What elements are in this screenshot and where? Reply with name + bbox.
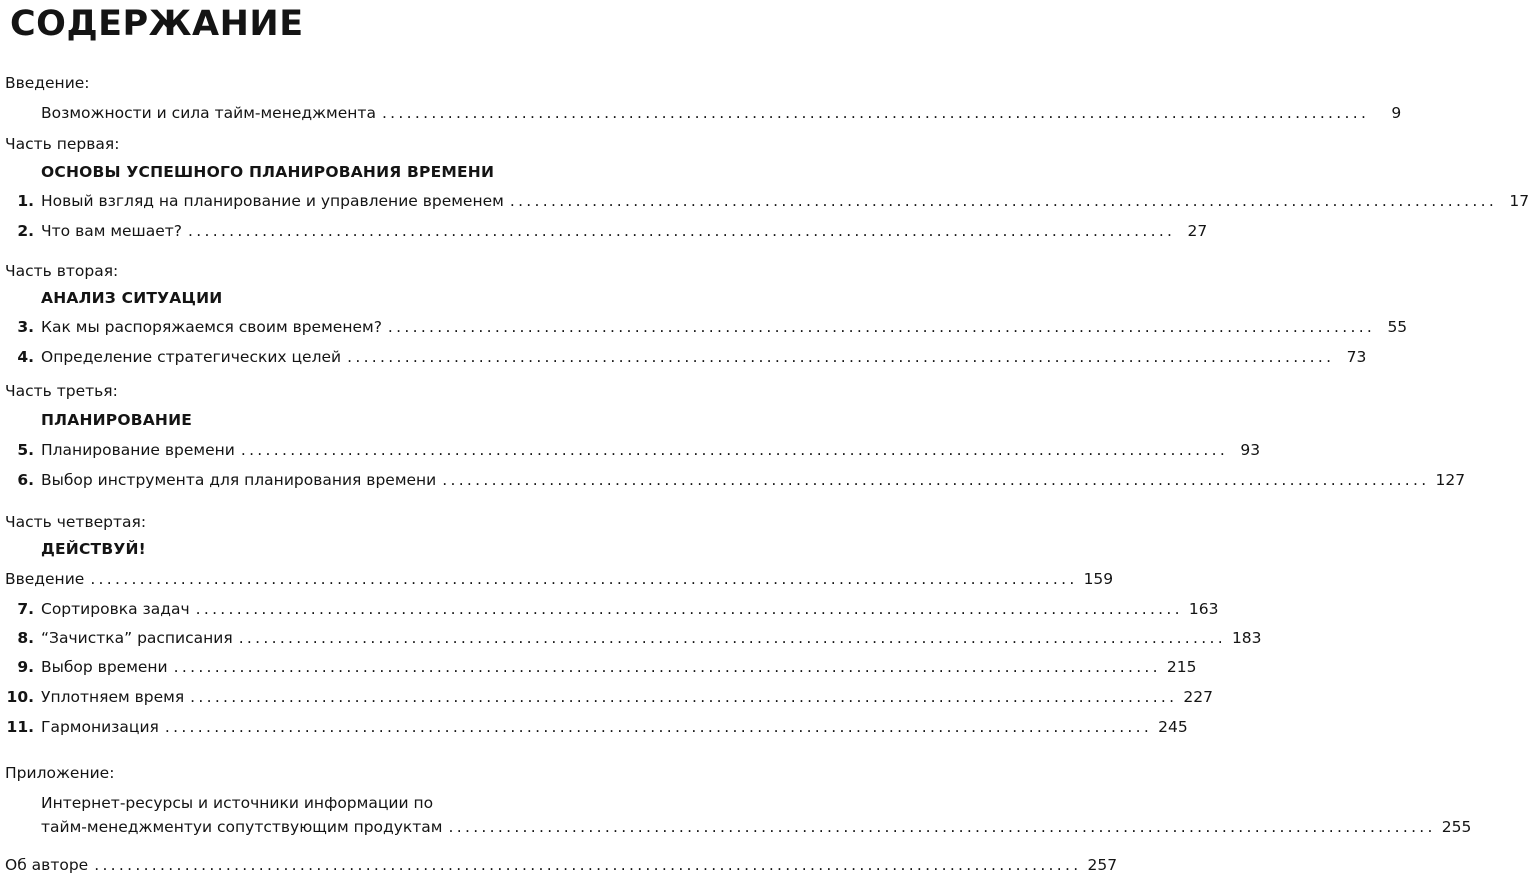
toc-entry-text: Введение [5, 570, 85, 588]
leader-dots: ........................................................................................................................ [448, 818, 1436, 836]
toc-entry-number: 5. [17, 441, 34, 459]
toc-entry-number: 8. [17, 629, 34, 647]
part3-label-row [0, 378, 596, 400]
toc-entry-10[interactable] [0, 684, 1213, 706]
toc-entry-text: Сортировка задач [41, 600, 190, 618]
toc-entry-number: 1. [17, 192, 34, 210]
toc-entry-5[interactable] [0, 437, 1261, 459]
part-label: Часть четвертая: [5, 513, 147, 531]
toc-entry-text: Выбор времени [41, 658, 168, 676]
toc-entry-text: Об авторе [5, 856, 89, 874]
toc-entry-number: 9. [17, 658, 34, 676]
toc-entry-page: 17 [1509, 192, 1529, 210]
toc-entry-7[interactable] [0, 596, 1219, 618]
toc-entry-text: Интернет-ресурсы и источники информации по [41, 794, 434, 812]
leader-dots: ........................................................................................................................ [238, 629, 1226, 647]
toc-entry-11[interactable] [0, 714, 1188, 736]
toc-entry-page: 127 [1435, 471, 1466, 489]
leader-dots: ........................................................................................................................ [387, 318, 1376, 336]
appendix-label: Приложение: [5, 764, 115, 782]
part-label: Часть третья: [5, 382, 118, 400]
toc-entry-number: 4. [17, 348, 34, 366]
toc-entry-page: 215 [1166, 658, 1197, 676]
toc-entry-text: Уплотняем время [41, 688, 185, 706]
toc-entry-text: Что вам мешает? [41, 222, 183, 240]
leader-dots: ........................................................................................................................ [347, 348, 1335, 366]
part3-heading-row [0, 407, 596, 429]
toc-entry-number: 11. [6, 718, 34, 736]
toc-entry-page: 159 [1083, 570, 1114, 588]
toc-entry-6[interactable] [0, 467, 1466, 489]
appendix-label-row [0, 760, 596, 782]
leader-dots: ........................................................................................................................ [509, 192, 1498, 210]
toc-entry-number: 2. [17, 222, 34, 240]
toc-entry-text: Гармонизация [41, 718, 159, 736]
leader-dots: ........................................................................................................................ [164, 718, 1153, 736]
toc-entry-page: 183 [1231, 629, 1262, 647]
toc-entry-text: тайм-менеджментуи сопутствующим продуктам [41, 818, 443, 836]
toc-entry-3[interactable] [0, 314, 1408, 336]
toc-entry-page: 55 [1387, 318, 1408, 336]
leader-dots: ........................................................................................................................ [240, 441, 1229, 459]
toc-entry-page: 255 [1441, 818, 1472, 836]
toc-entry-part4-intro[interactable] [0, 566, 1114, 588]
toc-entry-text: Планирование времени [41, 441, 235, 459]
toc-entry-text: Новый взгляд на планирование и управление временем [41, 192, 504, 210]
part-heading: ОСНОВЫ УСПЕШНОГО ПЛАНИРОВАНИЯ ВРЕМЕНИ [41, 163, 495, 181]
leader-dots: ........................................................................................................................ [90, 570, 1078, 588]
toc-entry-page: 163 [1188, 600, 1219, 618]
appendix-line1-row [0, 790, 596, 812]
leader-dots: ........................................................................................................................ [195, 600, 1183, 618]
toc-entry-text: Возможности и сила тайм-менеджмента [41, 104, 376, 122]
toc-entry-text: Определение стратегических целей [41, 348, 342, 366]
toc-entry-page: 9 [1391, 104, 1402, 122]
toc-entry-4[interactable] [0, 344, 1367, 366]
toc-entry-about[interactable] [0, 852, 1118, 874]
part1-heading-row [0, 159, 596, 181]
part-label: Часть первая: [5, 135, 120, 153]
toc-entry-text: Как мы распоряжаемся своим временем? [41, 318, 382, 336]
part-label: Часть вторая: [5, 262, 119, 280]
toc-entry-text: Выбор инструмента для планирования времени [41, 471, 437, 489]
part4-label-row [0, 509, 596, 531]
toc-entry-appendix[interactable] [0, 814, 1472, 836]
toc-entry-8[interactable] [0, 625, 1262, 647]
part2-heading-row [0, 285, 596, 307]
toc-entry-text: “Зачистка” расписания [41, 629, 233, 647]
part1-label-row [0, 131, 596, 153]
toc-entry-number: 3. [17, 318, 34, 336]
leader-dots: ........................................................................................................................ [94, 856, 1082, 874]
part-heading: ДЕЙСТВУЙ! [41, 540, 146, 558]
toc-entry-1[interactable] [0, 188, 1529, 210]
toc-entry-page: 73 [1346, 348, 1367, 366]
toc-entry-page: 257 [1087, 856, 1118, 874]
part-heading: АНАЛИЗ СИТУАЦИИ [41, 289, 223, 307]
part-heading: ПЛАНИРОВАНИЕ [41, 411, 193, 429]
leader-dots: ........................................................................................................................ [381, 104, 1370, 122]
toc-entry-9[interactable] [0, 654, 1197, 676]
toc-entry-page: 93 [1240, 441, 1261, 459]
toc-entry-2[interactable] [0, 218, 1208, 240]
toc-entry-intro[interactable] [0, 100, 1402, 122]
part2-label-row [0, 258, 596, 280]
leader-dots: ........................................................................................................................ [188, 222, 1176, 240]
intro-label-row [0, 70, 596, 92]
toc-entry-page: 27 [1187, 222, 1208, 240]
intro-label: Введение: [5, 74, 90, 92]
leader-dots: ........................................................................................................................ [190, 688, 1178, 706]
toc-entry-number: 6. [17, 471, 34, 489]
toc-entry-number: 10. [6, 688, 34, 706]
leader-dots: ........................................................................................................................ [173, 658, 1161, 676]
toc-entry-number: 7. [17, 600, 34, 618]
toc-entry-page: 227 [1183, 688, 1213, 706]
part4-heading-row [0, 536, 596, 558]
leader-dots: ........................................................................................................................ [442, 471, 1430, 489]
page-title: СОДЕРЖАНИЕ [10, 4, 304, 44]
toc-entry-page: 245 [1158, 718, 1188, 736]
